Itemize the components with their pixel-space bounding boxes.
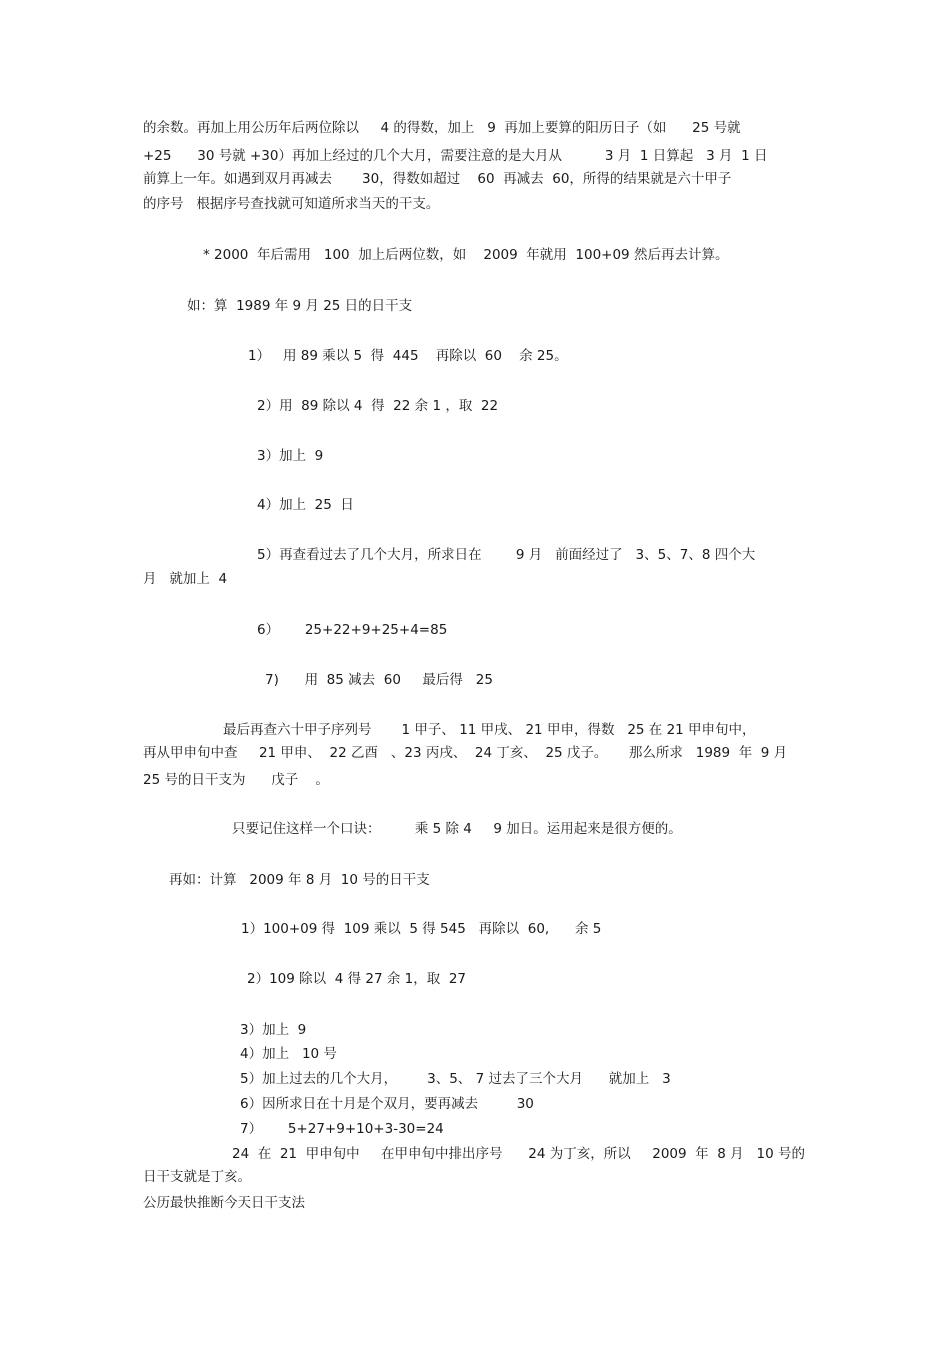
example1-step-7: 7) 用 85 减去 60 最后得 25 [265, 672, 493, 688]
intro-line-4: 的序号 根据序号查找就可知道所求当天的干支。 [143, 196, 440, 212]
example2-conclusion-line-2: 日干支就是丁亥。 [143, 1169, 251, 1185]
example1-step-5-line-1: 5）再查看过去了几个大月，所求日在 9 月 前面经过了 3、5、7、8 四个大 [257, 547, 756, 563]
example1-conclusion-line-2: 再从甲申旬中查 21 甲申、 22 乙酉 、23 丙戌、 24 丁亥、 25 戊子。 那么所求 1989 年 9 月 [143, 745, 788, 761]
example1-step-6: 6） 25+22+9+25+4=85 [257, 622, 448, 638]
example2-step-2: 2）109 除以 4 得 27 余 1，取 27 [247, 971, 467, 987]
example1-step-5-line-2: 月 就加上 4 [143, 571, 228, 587]
example1-conclusion-line-3: 25 号的日干支为 戊子 。 [143, 772, 329, 788]
example2-step-5: 5）加上过去的几个大月， 3、5、 7 过去了三个大月 就加上 3 [240, 1071, 671, 1087]
example1-step-4: 4）加上 25 日 [257, 497, 354, 513]
example2-step-7: 7） 5+27+9+10+3-30=24 [240, 1121, 444, 1137]
example2-step-1: 1）100+09 得 109 乘以 5 得 545 再除以 60, 余 5 [241, 921, 602, 937]
intro-line-1: 的余数。再加上用公历年后两位除以 4 的得数，加上 9 再加上要算的阳历日子（如 25 号就 [143, 120, 741, 136]
example2-step-3: 3）加上 9 [240, 1022, 307, 1038]
intro-line-2: +25 30 号就 +30）再加上经过的几个大月，需要注意的是大月从 3 月 1 日算起 3 月 1 日 [143, 148, 768, 164]
note-after-2000: * 2000 年后需用 100 加上后两位数，如 2009 年就用 100+09 然后再去计算。 [203, 247, 729, 263]
example1-conclusion-line-1: 最后再查六十甲子序列号 1 甲子、 11 甲戌、 21 甲申，得数 25 在 21 甲申旬中， [223, 722, 756, 738]
example1-step-2: 2）用 89 除以 4 得 22 余 1 ，取 22 [257, 398, 499, 414]
mnemonic: 只要记住这样一个口诀： 乘 5 除 4 9 加日。运用起来是很方便的。 [232, 821, 682, 837]
example1-heading: 如：算 1989 年 9 月 25 日的日干支 [187, 298, 413, 314]
example1-step-3: 3）加上 9 [257, 448, 324, 464]
example2-heading: 再如：计算 2009 年 8 月 10 号的日干支 [169, 872, 430, 888]
footer-section-title: 公历最快推断今天日干支法 [143, 1195, 305, 1211]
example2-conclusion-line-1: 24 在 21 甲申旬中 在甲申旬中排出序号 24 为丁亥，所以 2009 年 8 月 10 号的 [232, 1146, 805, 1162]
intro-line-3: 前算上一年。如遇到双月再减去 30，得数如超过 60 再减去 60，所得的结果就是六十甲子 [143, 171, 732, 187]
example2-step-6: 6）因所求日在十月是个双月，要再减去 30 [240, 1096, 534, 1112]
example1-step-1: 1） 用 89 乘以 5 得 445 再除以 60 余 25。 [248, 348, 568, 364]
example2-step-4: 4）加上 10 号 [240, 1046, 337, 1062]
